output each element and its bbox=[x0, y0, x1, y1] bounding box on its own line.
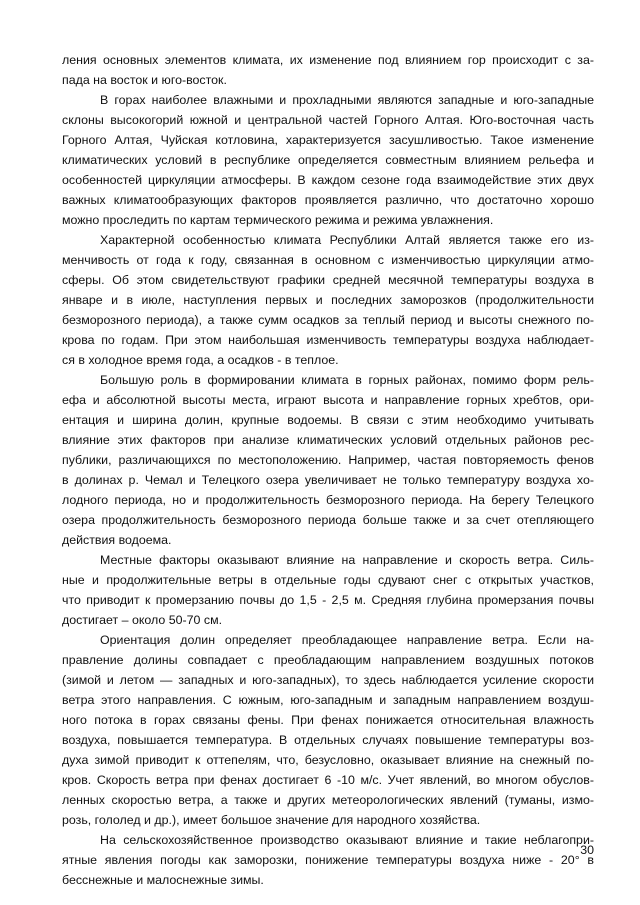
text-line: розь, гололед и др.), имеет большое значение для народного хозяйства. bbox=[62, 813, 481, 827]
text-line: ного потока в горах связаны фены. При фенах понижается относительная влажность bbox=[62, 713, 594, 727]
text-line: особенностей циркуляции атмосферы. В каждом сезоне года взаимодействие этих двух bbox=[62, 173, 594, 187]
text-line: озера продолжительность безморозного периода больше также и за счет отепляющего bbox=[62, 513, 594, 527]
text-line: в долинах р. Чемал и Телецкого озера увеличивает не только температуру воздуха хо- bbox=[62, 473, 594, 487]
text-line: лодного периода, но и продолжительность безморозного периода. На берегу Телецкого bbox=[62, 493, 594, 507]
text-line: публики, различающихся по местоположению. Например, частая повторяемость фенов bbox=[62, 453, 594, 467]
text-line: Характерной особенностью климата Республики Алтай является также его из- bbox=[100, 233, 594, 247]
text-line: Горного Алтая, Чуйская котловина, характеризуется засушливостью. Такое изменение bbox=[62, 133, 594, 147]
text-line: январе и в июле, наступления первых и последних заморозков (продолжительности bbox=[62, 293, 594, 307]
text-line: пада на восток и юго-восток. bbox=[62, 73, 227, 87]
text-line: духа зимой приводит к оттепелям, что, безусловно, оказывает влияние на снежный по- bbox=[62, 753, 594, 767]
text-line: безморозного периода), а также сумм осадков за теплый период и высоты снежного по- bbox=[62, 313, 594, 327]
text-line: важных климатообразующих факторов проявляется различно, что достаточно хорошо bbox=[62, 193, 594, 207]
text-line: что приводит к промерзанию почвы до 1,5 - 2,5 м. Средняя глубина промерзания почвы bbox=[62, 593, 594, 607]
text-line: правление долины совпадает с преобладающим направлением воздушных потоков bbox=[62, 653, 594, 667]
text-line: ления основных элементов климата, их изменение под влиянием гор происходит с за- bbox=[62, 53, 594, 67]
text-line: ветра этого направления. С южным, юго-западным и западным направлением воздуш- bbox=[62, 693, 594, 707]
text-line: Большую роль в формировании климата в горных районах, помимо форм рель- bbox=[100, 373, 594, 387]
text-line: Местные факторы оказывают влияние на направление и скорость ветра. Силь- bbox=[100, 553, 594, 567]
text-line: менчивость от года к году, связанная в основном с изменчивостью циркуляции атмо- bbox=[62, 253, 594, 267]
text-line: крова по годам. При этом наибольшая изменчивость температуры воздуха наблюдает- bbox=[62, 333, 594, 347]
text-line: ентация и ширина долин, крупные водоемы. В связи с этим необходимо учитывать bbox=[62, 413, 594, 427]
text-line: склоны высокогорий южной и центральной частей Горного Алтая. Юго-восточная часть bbox=[62, 113, 594, 127]
text-line: ся в холодное время года, а осадков - в теплое. bbox=[62, 353, 339, 367]
text-line: В горах наиболее влажными и прохладными являются западные и юго-западные bbox=[100, 93, 594, 107]
text-line: ленных скоростью ветра, а также и других метеорологических явлений (туманы, измо- bbox=[62, 793, 594, 807]
text-line: климатических условий в республике определяется совместным влиянием рельефа и bbox=[62, 153, 594, 167]
text-line: (зимой и летом — западных и юго-западных), то здесь наблюдается усиление скорости bbox=[62, 673, 594, 687]
text-line: ятные явления погоды как заморозки, понижение температуры воздуха ниже - 20° в bbox=[62, 853, 594, 867]
text-line: бесснежные и малоснежные зимы. bbox=[62, 873, 264, 887]
text-line: достигает – около 50-70 см. bbox=[62, 613, 223, 627]
document-body bbox=[62, 50, 594, 890]
text-line: Ориентация долин определяет преобладающее направление ветра. Если на- bbox=[100, 633, 594, 647]
text-line: воздуха, повышается температура. В отдельных случаях повышение температуры воз- bbox=[62, 733, 594, 747]
text-line: действия водоема. bbox=[62, 533, 172, 547]
page-number: 30 bbox=[580, 843, 594, 857]
text-line: можно проследить по картам термического режима и режима увлажнения. bbox=[62, 213, 494, 227]
text-line: влияние этих факторов при анализе климатических условий отдельных районов рес- bbox=[62, 433, 594, 447]
text-line: ефа и абсолютной высоты места, играют высота и направление горных хребтов, ори- bbox=[62, 393, 594, 407]
text-line: кров. Скорость ветра при фенах достигает 6 -10 м/с. Учет явлений, во многом обуслов- bbox=[62, 773, 594, 787]
text-line: На сельскохозяйственное производство оказывают влияние и такие неблагопри- bbox=[100, 833, 594, 847]
text-line: сферы. Об этом свидетельствуют графики средней месячной температуры воздуха в bbox=[62, 273, 594, 287]
text-line: ные и продолжительные ветры в отдельные годы сдувают снег с открытых участков, bbox=[62, 573, 594, 587]
